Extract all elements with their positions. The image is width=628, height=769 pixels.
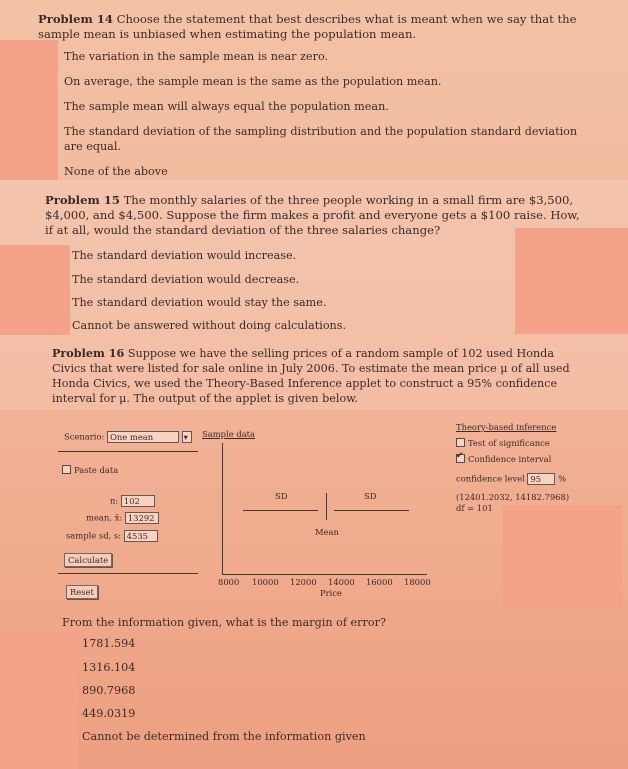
redaction-patch-left-mid [0,245,70,335]
axis-label-price: Price [320,588,342,598]
confidence-level-label: confidence level [456,473,525,484]
confidence-interval-checkbox[interactable] [456,454,465,463]
redaction-patch-right-mid [515,228,628,334]
mean-row [86,512,159,524]
calculate-divider [58,573,198,574]
problem15-option-4[interactable]: Cannot be answered without doing calculations. [72,319,347,332]
paste-data-label: Paste data [74,465,119,475]
redaction-patch-left-top [0,40,58,180]
problem16-prompt [52,346,580,406]
problem14-text: Choose the statement that best describes what is meant when we say that the sample mean is unbiased when estimating the population mean. [38,12,577,41]
problem16-option-5[interactable]: Cannot be determined from the information given [82,730,366,743]
sd-bar-right [334,510,409,511]
scenario-select[interactable]: One mean [107,431,179,443]
problem14-option-3[interactable]: The sample mean will always equal the population mean. [64,100,389,113]
axis-tick-14000: 14000 [328,577,355,587]
problem16-option-1[interactable]: 1781.594 [82,637,136,650]
axis-tick-12000: 12000 [290,577,317,587]
dropdown-arrow-icon[interactable]: ▾ [182,431,192,443]
problem15-option-3[interactable]: The standard deviation would stay the same. [72,296,327,309]
problem15-option-2[interactable]: The standard deviation would decrease. [72,273,300,286]
sd-label: sample sd, s: [66,530,121,541]
reset-button[interactable]: Reset [66,585,98,599]
sd-input[interactable]: 4535 [124,530,158,542]
confidence-interval-result: (12401.2032, 14182.7968) [456,492,570,502]
mean-input[interactable]: 13292 [125,512,159,524]
test-of-significance-checkbox[interactable] [456,438,465,447]
problem16-option-3[interactable]: 890.7968 [82,684,136,697]
problem16-option-2[interactable]: 1316.104 [82,661,136,674]
mean-label: mean, x̄: [86,512,123,523]
scenario-label: Scenario: [64,431,105,442]
plot-x-axis [222,574,427,575]
confidence-level-row [456,473,566,485]
n-input[interactable]: 102 [121,495,155,507]
problem15-number: Problem 15 [45,193,120,207]
scenario-divider [58,451,198,452]
problem14-option-4[interactable]: The standard deviation of the sampling distribution and the population standard deviation are equal. [64,125,578,153]
problem16-question: From the information given, what is the margin of error? [62,616,386,629]
problem15-option-1[interactable]: The standard deviation would increase. [72,249,297,262]
sd-row [66,530,158,542]
percent-sign: % [558,473,567,484]
axis-tick-16000: 16000 [366,577,393,587]
mean-tick [326,493,327,520]
paste-data-checkbox[interactable] [62,465,71,474]
axis-tick-8000: 8000 [218,577,240,587]
redaction-patch-left-bottom [0,630,78,769]
calculate-button[interactable]: Calculate [64,553,112,567]
problem14-option-2[interactable]: On average, the sample mean is the same as the population mean. [64,75,442,88]
paste-data-row[interactable] [62,465,118,475]
problem14-number: Problem 14 [38,12,113,26]
problem14-option-1[interactable]: The variation in the sample mean is near zero. [64,50,329,63]
problem15-text: The monthly salaries of the three people working in a small firm are $3,500, $4,000, and $4,500. Suppose the firm makes a profit and everyone gets a $100 raise. How, if at all, would the standard deviation of the three salaries change? [45,193,580,237]
plot-y-axis [222,443,223,574]
confidence-level-input[interactable]: 95 [527,473,555,485]
redaction-patch-right-low [502,505,622,608]
scenario-row [64,431,192,443]
axis-tick-10000: 10000 [252,577,279,587]
test-of-significance-row[interactable] [456,438,550,448]
problem14-option-5[interactable]: None of the above [64,165,168,178]
confidence-interval-label: Confidence interval [468,454,552,464]
problem16-number: Problem 16 [52,346,125,360]
problem16-text: Suppose we have the selling prices of a random sample of 102 used Honda Civics that were listed for sale online in July 2006. To estimate the mean price μ of all used Honda Civics, we used the Theory-Based Inference applet to construct a 95% confidence interval for μ. The output of the applet is given below. [52,347,570,405]
n-label: n: [110,495,119,506]
n-row [110,495,155,507]
tbi-title: Theory-based inference [456,422,557,432]
sample-data-label: Sample data [202,429,256,439]
problem14-prompt [38,12,598,42]
mean-marker: Mean [315,527,339,537]
test-of-significance-label: Test of significance [468,438,550,448]
confidence-interval-row[interactable] [456,454,551,464]
sd-marker-right: SD [364,491,377,501]
problem16-option-4[interactable]: 449.0319 [82,707,136,720]
sd-marker-left: SD [275,491,288,501]
sd-bar-left [243,510,318,511]
degrees-of-freedom: df = 101 [456,503,493,513]
problem15-prompt [45,193,590,238]
axis-tick-18000: 18000 [404,577,431,587]
